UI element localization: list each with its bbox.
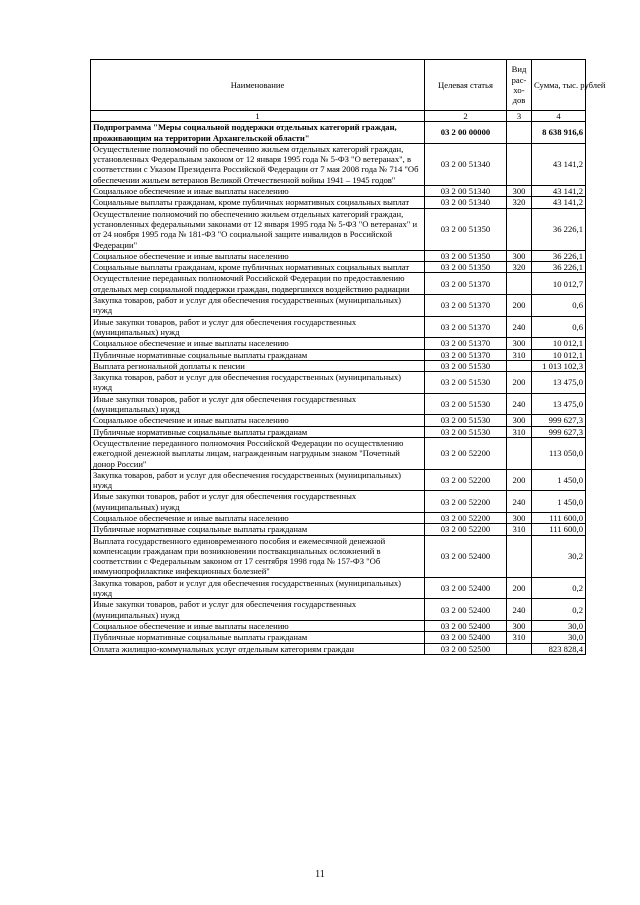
table-row [91,437,586,469]
row-expense-kind [507,273,532,295]
row-sum: 999 627,3 [532,415,586,426]
table-row [91,643,586,654]
row-expense-kind: 240 [507,491,532,513]
table-row [91,577,586,599]
row-sum: 111 600,0 [532,524,586,535]
row-target-article: 03 2 00 51370 [425,338,507,349]
table-row [91,250,586,261]
row-expense-kind: 320 [507,197,532,208]
table-row [91,295,586,317]
row-name: Иные закупки товаров, работ и услуг для обеспечения государственных (муниципальных) нужд [91,491,425,513]
row-sum: 30,0 [532,620,586,631]
row-target-article: 03 2 00 51350 [425,208,507,250]
row-target-article: 03 2 00 52400 [425,632,507,643]
row-sum: 8 638 916,6 [532,122,586,144]
row-name: Иные закупки товаров, работ и услуг для обеспечения государственных (муниципальных) нужд [91,316,425,338]
row-name: Социальные выплаты гражданам, кроме публичных нормативных социальных выплат [91,197,425,208]
row-name: Публичные нормативные социальные выплаты гражданам [91,524,425,535]
table-row [91,273,586,295]
row-name: Социальные выплаты гражданам, кроме публичных нормативных социальных выплат [91,262,425,273]
row-target-article: 03 2 00 51530 [425,415,507,426]
row-expense-kind: 200 [507,295,532,317]
row-target-article: 03 2 00 52400 [425,620,507,631]
row-target-article: 03 2 00 51530 [425,372,507,394]
column-number: 3 [507,111,532,122]
row-name: Социальное обеспечение и иные выплаты населению [91,512,425,523]
row-expense-kind: 300 [507,250,532,261]
row-name: Публичные нормативные социальные выплаты гражданам [91,426,425,437]
table-row [91,491,586,513]
table-row [91,469,586,491]
row-expense-kind [507,437,532,469]
row-target-article: 03 2 00 52500 [425,643,507,654]
row-expense-kind: 310 [507,524,532,535]
table-row [91,208,586,250]
row-expense-kind [507,208,532,250]
row-sum: 43 141,2 [532,143,586,185]
row-name: Закупка товаров, работ и услуг для обеспечения государственных (муниципальных) нужд [91,469,425,491]
row-target-article: 03 2 00 51350 [425,262,507,273]
row-target-article: 03 2 00 51370 [425,295,507,317]
row-sum: 43 141,2 [532,186,586,197]
row-target-article: 03 2 00 51530 [425,393,507,415]
table-row [91,372,586,394]
table-row [91,262,586,273]
row-expense-kind: 310 [507,426,532,437]
row-target-article: 03 2 00 52200 [425,524,507,535]
table-row [91,186,586,197]
column-number-row [91,111,586,122]
row-target-article: 03 2 00 51340 [425,197,507,208]
row-sum: 10 012,7 [532,273,586,295]
row-sum: 13 475,0 [532,372,586,394]
row-target-article: 03 2 00 00000 [425,122,507,144]
row-sum: 0,6 [532,316,586,338]
row-name: Иные закупки товаров, работ и услуг для обеспечения государственных (муниципальных) нужд [91,599,425,621]
row-expense-kind: 200 [507,577,532,599]
row-target-article: 03 2 00 51370 [425,349,507,360]
row-expense-kind: 240 [507,316,532,338]
header-sum: Сумма, тыс. рублей [532,60,586,111]
row-expense-kind: 300 [507,620,532,631]
row-name: Социальное обеспечение и иные выплаты населению [91,186,425,197]
table-row [91,197,586,208]
row-name: Выплата региональной доплаты к пенсии [91,360,425,371]
row-target-article: 03 2 00 51530 [425,426,507,437]
row-target-article: 03 2 00 51370 [425,273,507,295]
row-sum: 30,0 [532,632,586,643]
row-target-article: 03 2 00 52400 [425,535,507,577]
row-name: Закупка товаров, работ и услуг для обеспечения государственных (муниципальных) нужд [91,577,425,599]
row-expense-kind [507,535,532,577]
row-sum: 36 226,1 [532,250,586,261]
row-expense-kind: 240 [507,599,532,621]
page-number: 11 [315,869,325,880]
row-sum: 10 012,1 [532,338,586,349]
table-row [91,620,586,631]
budget-table [90,59,606,655]
row-name: Социальное обеспечение и иные выплаты населению [91,415,425,426]
row-target-article: 03 2 00 52400 [425,577,507,599]
row-expense-kind [507,360,532,371]
row-name: Социальное обеспечение и иные выплаты населению [91,338,425,349]
row-expense-kind: 240 [507,393,532,415]
row-target-article: 03 2 00 52200 [425,512,507,523]
row-sum: 111 600,0 [532,512,586,523]
row-sum: 13 475,0 [532,393,586,415]
row-sum: 0,6 [532,295,586,317]
column-number: 4 [532,111,586,122]
table-row [91,349,586,360]
table-row [91,535,586,577]
row-target-article: 03 2 00 51350 [425,250,507,261]
row-target-article: 03 2 00 51340 [425,186,507,197]
row-expense-kind: 310 [507,349,532,360]
row-name: Закупка товаров, работ и услуг для обеспечения государственных (муниципальных) нужд [91,372,425,394]
row-expense-kind: 310 [507,632,532,643]
row-sum: 0,2 [532,599,586,621]
row-target-article: 03 2 00 51340 [425,143,507,185]
row-sum: 113 050,0 [532,437,586,469]
table-row [91,512,586,523]
row-sum: 1 450,0 [532,491,586,513]
row-expense-kind: 300 [507,338,532,349]
row-target-article: 03 2 00 52400 [425,599,507,621]
row-sum: 0,2 [532,577,586,599]
column-number: 1 [91,111,425,122]
row-name: Осуществление переданных полномочий Российской Федерации по предоставлению отдельных мер социальной поддержки граждан, подвергшихся воздействию радиации [91,273,425,295]
row-target-article: 03 2 00 52200 [425,469,507,491]
table-row [91,415,586,426]
row-expense-kind [507,143,532,185]
row-sum: 36 226,1 [532,262,586,273]
row-expense-kind: 200 [507,469,532,491]
row-expense-kind: 300 [507,186,532,197]
row-expense-kind: 300 [507,415,532,426]
row-target-article: 03 2 00 52200 [425,491,507,513]
table-row [91,426,586,437]
table-row [91,393,586,415]
row-expense-kind [507,643,532,654]
table-row [91,360,586,371]
row-expense-kind: 320 [507,262,532,273]
row-name: Оплата жилищно-коммунальных услуг отдельным категориям граждан [91,643,425,654]
row-name: Социальное обеспечение и иные выплаты населению [91,620,425,631]
row-expense-kind: 300 [507,512,532,523]
table-row [91,122,586,144]
row-target-article: 03 2 00 52200 [425,437,507,469]
row-name: Осуществление полномочий по обеспечению жильем отдельных категорий граждан, установленных Федеральным законом от 12 января 1995 года № 5-ФЗ "О ветеранах", в соответствии с Указом Президента Российской Федерации от 7 мая 2008 года № 714 "Об обеспечении жильем ветеранов Великой Отечественной войны 1941 – 1945 годов" [91,143,425,185]
table-row [91,599,586,621]
row-name: Публичные нормативные социальные выплаты гражданам [91,349,425,360]
table-row [91,338,586,349]
row-name: Осуществление переданного полномочия Российской Федерации по осуществлению ежегодной денежной выплаты лицам, награжденным нагрудным знаком "Почетный донор России" [91,437,425,469]
row-sum: 36 226,1 [532,208,586,250]
row-sum: 999 627,3 [532,426,586,437]
row-name: Выплата государственного единовременного пособия и ежемесячной денежной компенсации гражданам при возникновении поствакцинальных осложнений в соответствии с Федеральным законом от 17 сентября 1998 года № 157-ФЗ "Об иммунопрофилактике инфекционных болезней" [91,535,425,577]
table-row [91,316,586,338]
row-sum: 30,2 [532,535,586,577]
row-sum: 1 013 102,3 [532,360,586,371]
row-sum: 823 828,4 [532,643,586,654]
row-name: Публичные нормативные социальные выплаты гражданам [91,632,425,643]
row-target-article: 03 2 00 51370 [425,316,507,338]
table-row [91,524,586,535]
row-expense-kind: 200 [507,372,532,394]
row-sum: 10 012,1 [532,349,586,360]
row-name: Подпрограмма "Меры социальной поддержки отдельных категорий граждан, проживающим на территории Архангельской области" [91,122,425,144]
row-expense-kind [507,122,532,144]
table-row [91,143,586,185]
row-name: Закупка товаров, работ и услуг для обеспечения государственных (муниципальных) нужд [91,295,425,317]
row-name: Иные закупки товаров, работ и услуг для обеспечения государственных (муниципальных) нужд [91,393,425,415]
table-body [91,122,586,655]
header-target-article: Целевая статья [425,60,507,111]
header-expense-kind: Вид рас-хо-дов [507,60,532,111]
table-row [91,632,586,643]
row-target-article: 03 2 00 51530 [425,360,507,371]
table-header [91,60,606,122]
row-sum: 1 450,0 [532,469,586,491]
column-number: 2 [425,111,507,122]
row-sum: 43 141,2 [532,197,586,208]
row-name: Осуществление полномочий по обеспечению жильем отдельных категорий граждан, установленных федеральными законами от 12 января 1995 года № 5-ФЗ "О ветеранах" и от 24 ноября 1995 года № 181-ФЗ "О социальной защите инвалидов в Российской Федерации" [91,208,425,250]
header-name: Наименование [91,60,425,111]
row-name: Социальное обеспечение и иные выплаты населению [91,250,425,261]
header-row [91,60,586,111]
